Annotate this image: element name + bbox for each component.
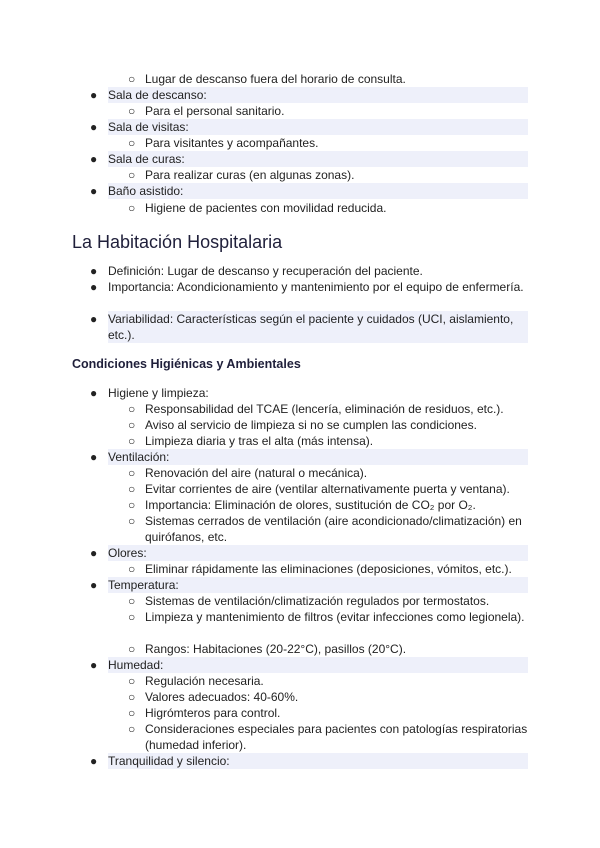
circle-bullet-icon: ○: [128, 482, 136, 496]
subsection-title: Condiciones Higiénicas y Ambientales: [72, 357, 301, 371]
list-item: Limpieza y mantenimiento de filtros (evitar infecciones como legionela).: [145, 610, 525, 624]
circle-bullet-icon: ○: [128, 722, 136, 736]
circle-bullet-icon: ○: [128, 434, 136, 448]
circle-bullet-icon: ○: [128, 72, 136, 86]
circle-bullet-icon: ○: [128, 498, 136, 512]
disc-bullet-icon: ●: [90, 312, 98, 326]
disc-bullet-icon: ●: [90, 658, 98, 672]
disc-bullet-icon: ●: [90, 184, 98, 198]
disc-bullet-icon: ●: [90, 546, 98, 560]
list-item: Variabilidad: Características según el paciente y cuidados (UCI, aislamiento, etc.).: [108, 311, 528, 343]
list-item: Evitar corrientes de aire (ventilar alternativamente puerta y ventana).: [145, 482, 510, 496]
list-item: Tranquilidad y silencio:: [108, 753, 528, 769]
list-item: Sala de curas:: [108, 151, 528, 167]
list-item: Temperatura:: [108, 577, 528, 593]
circle-bullet-icon: ○: [128, 201, 136, 215]
circle-bullet-icon: ○: [128, 706, 136, 720]
disc-bullet-icon: ●: [90, 88, 98, 102]
circle-bullet-icon: ○: [128, 402, 136, 416]
list-item: Regulación necesaria.: [145, 674, 264, 688]
circle-bullet-icon: ○: [128, 104, 136, 118]
list-item: Para realizar curas (en algunas zonas).: [145, 168, 355, 182]
list-item: Sala de visitas:: [108, 119, 528, 135]
disc-bullet-icon: ●: [90, 280, 98, 294]
list-item: Ventilación:: [108, 449, 528, 465]
circle-bullet-icon: ○: [128, 562, 136, 576]
list-item: Higiene y limpieza:: [108, 386, 209, 400]
list-item: Sistemas cerrados de ventilación (aire acondicionado/climatización) en quirófanos, etc.: [145, 514, 522, 544]
list-item: Para visitantes y acompañantes.: [145, 136, 319, 150]
disc-bullet-icon: ●: [90, 450, 98, 464]
disc-bullet-icon: ●: [90, 264, 98, 278]
circle-bullet-icon: ○: [128, 418, 136, 432]
list-item: Higrómteros para control.: [145, 706, 281, 720]
list-item: Responsabilidad del TCAE (lencería, eliminación de residuos, etc.).: [145, 402, 504, 416]
list-item: Rangos: Habitaciones (20-22°C), pasillos (20°C).: [145, 642, 407, 656]
list-item: Sistemas de ventilación/climatización regulados por termostatos.: [145, 594, 490, 608]
disc-bullet-icon: ●: [90, 386, 98, 400]
circle-bullet-icon: ○: [128, 690, 136, 704]
list-item: Importancia: Acondicionamiento y mantenimiento por el equipo de enfermería.: [108, 280, 524, 294]
list-item: Importancia: Eliminación de olores, sustitución de CO₂ por O₂.: [145, 498, 476, 512]
list-item: Limpieza diaria y tras el alta (más intensa).: [145, 434, 374, 448]
list-item: Humedad:: [108, 657, 528, 673]
list-item: Baño asistido:: [108, 183, 528, 199]
circle-bullet-icon: ○: [128, 514, 136, 528]
disc-bullet-icon: ●: [90, 578, 98, 592]
section-title: La Habitación Hospitalaria: [72, 232, 283, 252]
list-item: Renovación del aire (natural o mecánica).: [145, 466, 368, 480]
list-item: Sala de descanso:: [108, 87, 528, 103]
list-item: Lugar de descanso fuera del horario de consulta.: [145, 72, 406, 86]
list-item: Definición: Lugar de descanso y recuperación del paciente.: [108, 264, 423, 278]
disc-bullet-icon: ●: [90, 754, 98, 768]
list-item: Olores:: [108, 545, 528, 561]
circle-bullet-icon: ○: [128, 136, 136, 150]
list-item: Higiene de pacientes con movilidad reducida.: [145, 201, 387, 215]
list-item: Valores adecuados: 40-60%.: [145, 690, 299, 704]
disc-bullet-icon: ●: [90, 120, 98, 134]
circle-bullet-icon: ○: [128, 674, 136, 688]
circle-bullet-icon: ○: [128, 594, 136, 608]
circle-bullet-icon: ○: [128, 642, 136, 656]
list-item: Aviso al servicio de limpieza si no se cumplen las condiciones.: [145, 418, 477, 432]
circle-bullet-icon: ○: [128, 610, 136, 624]
circle-bullet-icon: ○: [128, 466, 136, 480]
list-item: Consideraciones especiales para pacientes con patologías respiratorias (humedad inferior).: [145, 722, 528, 752]
circle-bullet-icon: ○: [128, 168, 136, 182]
list-item: Eliminar rápidamente las eliminaciones (deposiciones, vómitos, etc.).: [145, 562, 512, 576]
list-item: Para el personal sanitario.: [145, 104, 285, 118]
disc-bullet-icon: ●: [90, 152, 98, 166]
